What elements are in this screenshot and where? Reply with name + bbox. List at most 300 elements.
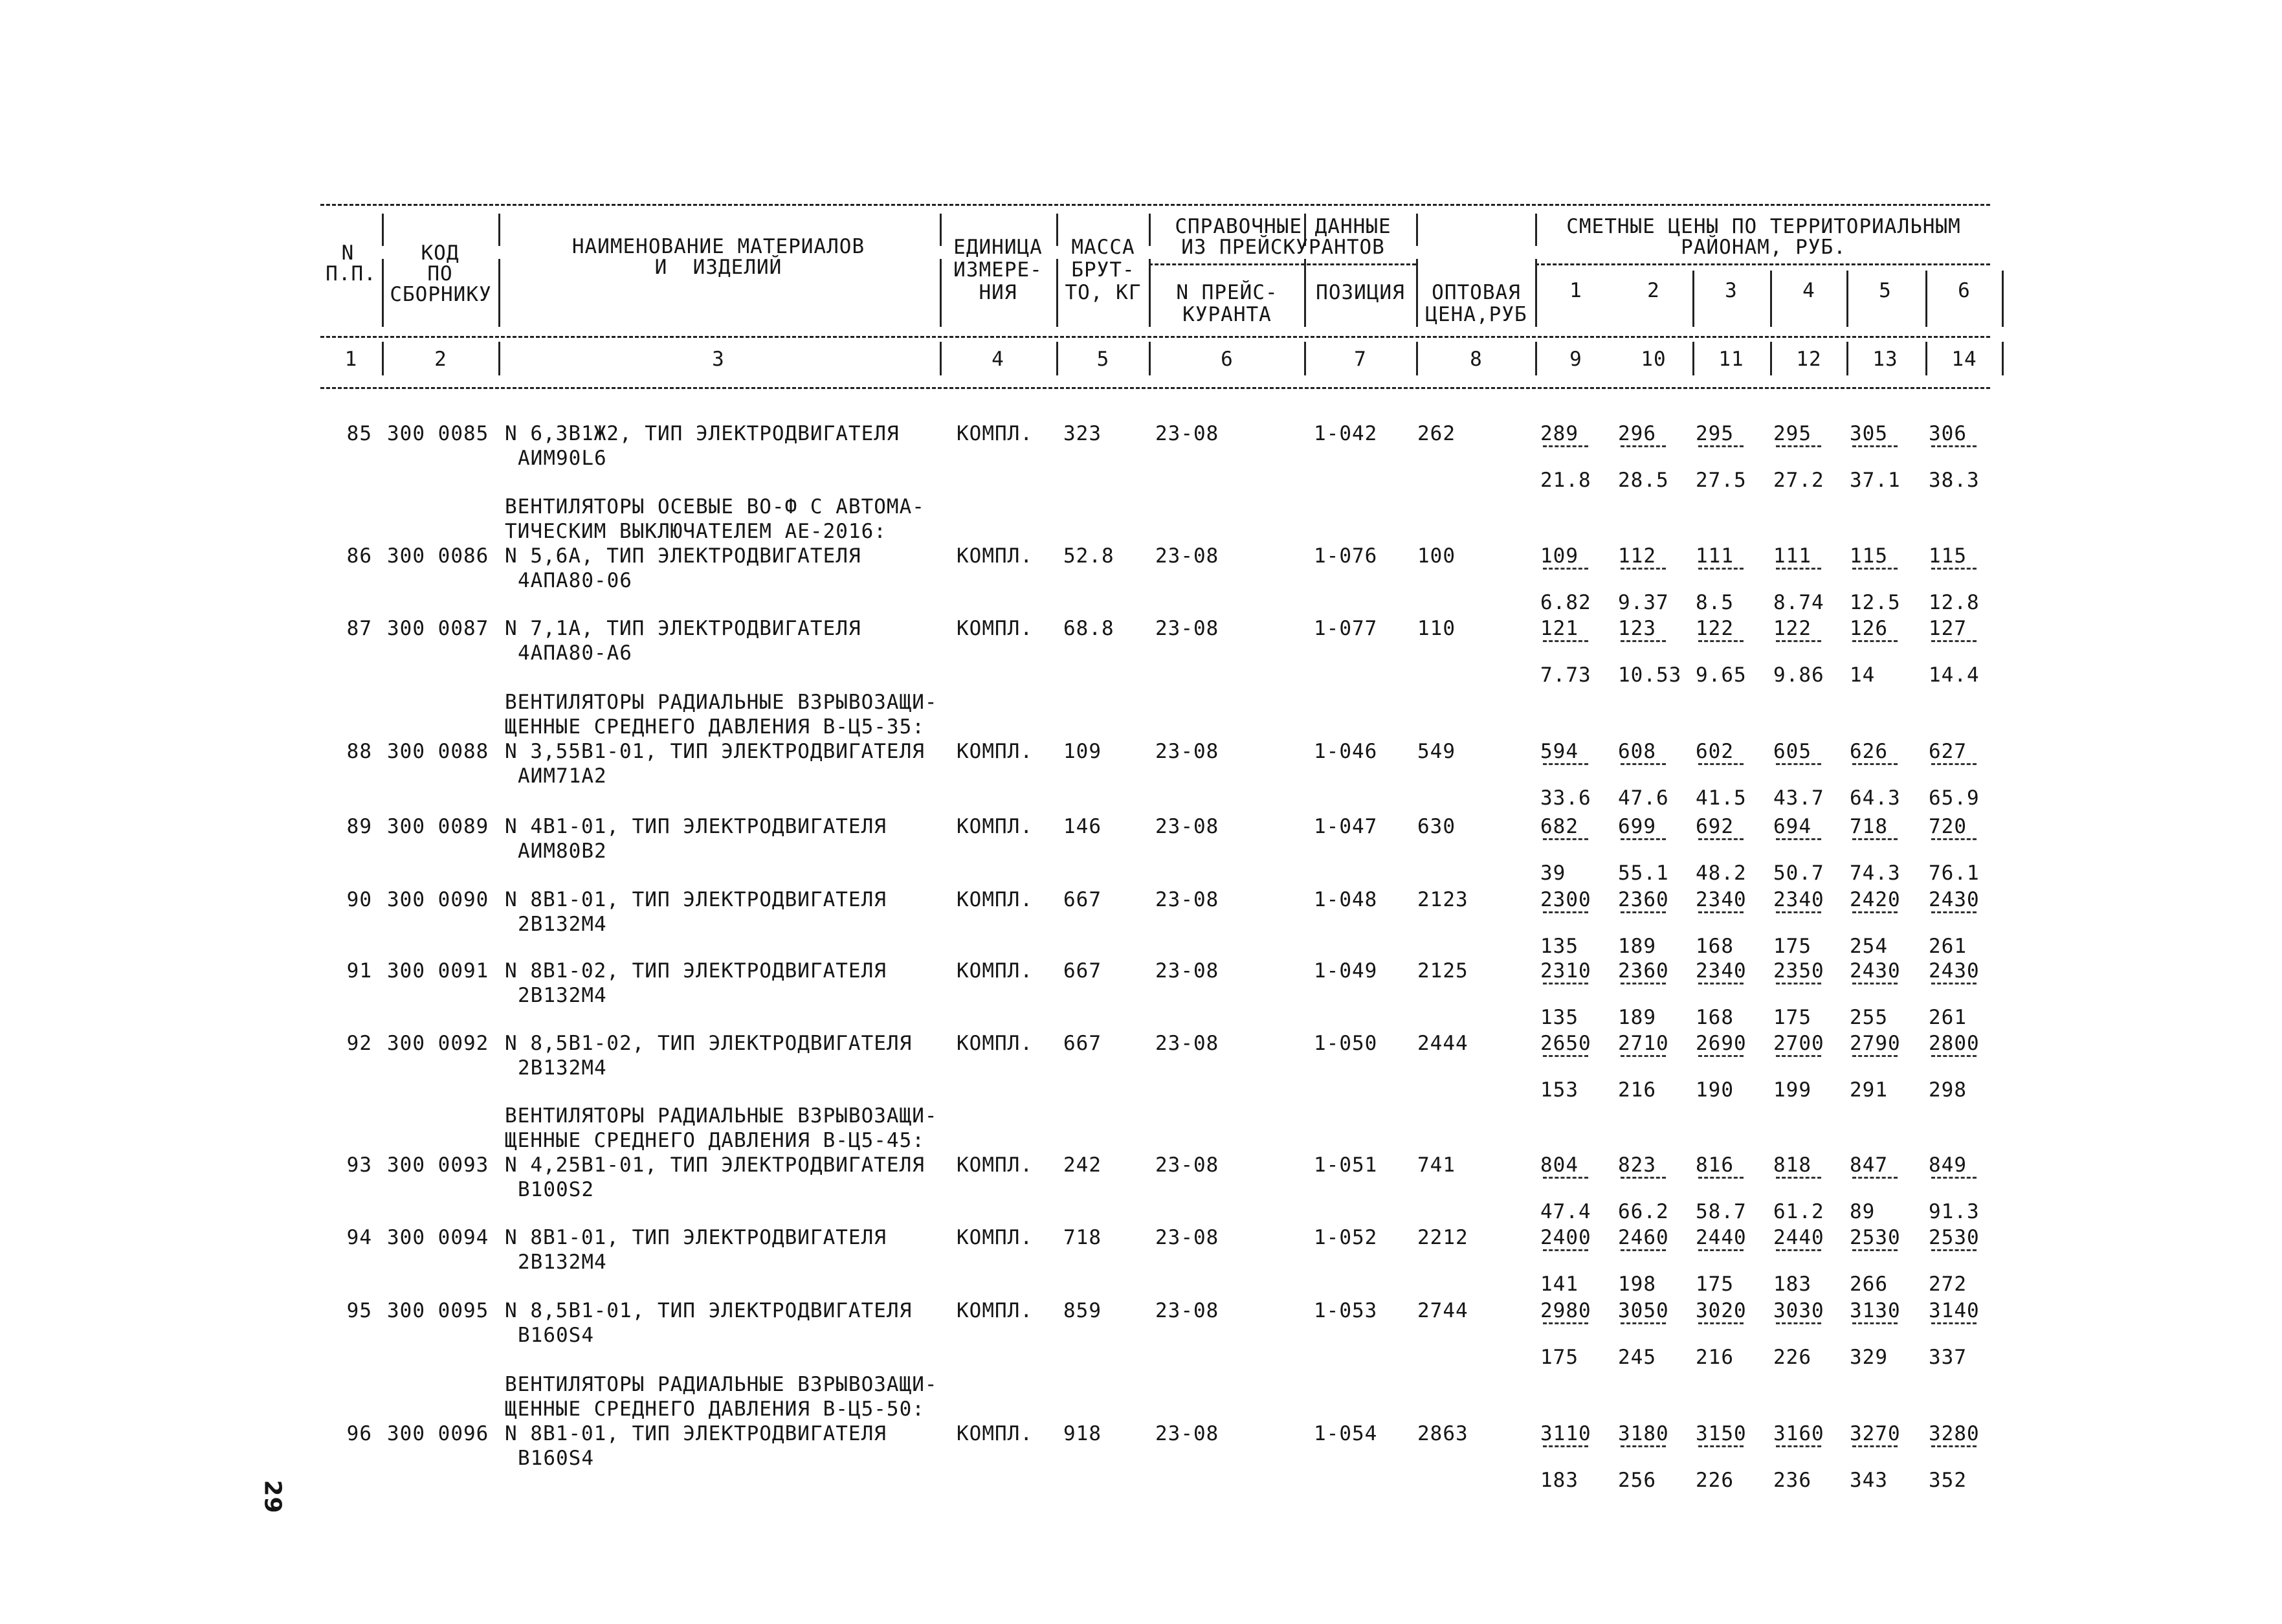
- row-estimate-region-1: 183: [1540, 1469, 1579, 1492]
- row-pricelist: 23-08: [1155, 815, 1219, 838]
- row-code: 300 0088: [387, 740, 489, 763]
- row-estimate-region-6: 337: [1929, 1346, 1967, 1369]
- row-wholesale: 2123: [1417, 888, 1468, 911]
- row-estimate-region-2: 189: [1618, 1006, 1656, 1029]
- row-name-line: ВЕНТИЛЯТОРЫ РАДИАЛЬНЫЕ ВЗРЫВОЗАЩИ-: [505, 1104, 938, 1128]
- row-price-region-4: 3160: [1773, 1422, 1824, 1445]
- row-pricelist: 23-08: [1155, 888, 1219, 911]
- header-divider: [940, 214, 942, 246]
- row-price-divider: [1776, 1249, 1821, 1251]
- row-code: 300 0094: [387, 1226, 489, 1249]
- row-position: 1-048: [1314, 888, 1378, 911]
- row-number: 93: [346, 1153, 372, 1177]
- row-mass: 52.8: [1063, 544, 1114, 568]
- header-divider: [1416, 342, 1418, 375]
- row-price-divider: [1931, 640, 1977, 642]
- row-estimate-region-6: 14.4: [1929, 663, 1980, 687]
- row-number: 90: [346, 888, 372, 911]
- row-name-line: АИМ90L6: [518, 447, 607, 470]
- row-estimate-region-3: 226: [1696, 1469, 1734, 1492]
- row-estimate-region-4: 236: [1773, 1469, 1811, 1492]
- row-estimate-region-1: 47.4: [1540, 1200, 1591, 1223]
- row-estimate-region-2: 256: [1618, 1469, 1656, 1492]
- row-wholesale: 741: [1417, 1153, 1456, 1177]
- row-mass: 68.8: [1063, 617, 1114, 640]
- row-price-region-1: 2400: [1540, 1226, 1591, 1249]
- row-price-divider: [1931, 445, 1977, 447]
- row-price-divider: [1776, 763, 1821, 765]
- row-price-region-5: 2420: [1850, 888, 1901, 911]
- row-price-divider: [1776, 568, 1821, 570]
- row-position: 1-050: [1314, 1032, 1378, 1055]
- column-number-6: 6: [1221, 348, 1234, 371]
- row-price-divider: [1776, 445, 1821, 447]
- row-price-divider: [1698, 1055, 1744, 1057]
- header-divider: [498, 214, 500, 246]
- row-position: 1-054: [1314, 1422, 1378, 1445]
- row-estimate-region-5: 266: [1850, 1273, 1888, 1296]
- row-mass: 667: [1063, 959, 1102, 983]
- header-divider: [1535, 342, 1537, 375]
- row-price-divider: [1931, 911, 1977, 913]
- column-number-9: 9: [1569, 348, 1582, 371]
- row-price-divider: [1543, 1322, 1588, 1324]
- column-number-7: 7: [1354, 348, 1367, 371]
- row-price-region-2: 3050: [1618, 1299, 1669, 1322]
- header-divider: [382, 259, 384, 327]
- header-name-2: И ИЗДЕЛИЙ: [654, 256, 782, 279]
- header-divider: [382, 214, 384, 246]
- row-code: 300 0086: [387, 544, 489, 568]
- row-number: 92: [346, 1032, 372, 1055]
- row-estimate-region-1: 135: [1540, 935, 1579, 958]
- row-estimate-region-4: 199: [1773, 1078, 1811, 1102]
- row-name-line: В100S2: [518, 1178, 594, 1201]
- row-estimate-region-1: 135: [1540, 1006, 1579, 1029]
- row-price-region-1: 109: [1540, 544, 1579, 568]
- row-name-line: ЩЕННЫЕ СРЕДНЕГО ДАВЛЕНИЯ В-Ц5-35:: [505, 715, 925, 739]
- row-pricelist: 23-08: [1155, 617, 1219, 640]
- row-price-region-3: 692: [1696, 815, 1734, 838]
- row-price-region-4: 818: [1773, 1153, 1811, 1177]
- row-name-line: ТИЧЕСКИМ ВЫКЛЮЧАТЕЛЕМ АЕ-2016:: [505, 520, 887, 543]
- row-price-region-2: 823: [1618, 1153, 1656, 1177]
- row-estimate-region-3: 9.65: [1696, 663, 1747, 687]
- row-position: 1-046: [1314, 740, 1378, 763]
- row-price-region-3: 111: [1696, 544, 1734, 568]
- row-price-region-5: 2790: [1850, 1032, 1901, 1055]
- row-estimate-region-1: 6.82: [1540, 591, 1591, 614]
- row-name-line: N 8,5В1-02, ТИП ЭЛЕКТРОДВИГАТЕЛЯ: [505, 1032, 913, 1055]
- row-price-region-5: 626: [1850, 740, 1888, 763]
- row-estimate-region-3: 8.5: [1696, 591, 1734, 614]
- row-estimate-region-1: 7.73: [1540, 663, 1591, 687]
- row-estimate-region-5: 343: [1850, 1469, 1888, 1492]
- row-price-region-4: 122: [1773, 617, 1811, 640]
- region-divider: [1925, 271, 1927, 327]
- row-price-region-4: 2700: [1773, 1032, 1824, 1055]
- row-name-line: N 5,6А, ТИП ЭЛЕКТРОДВИГАТЕЛЯ: [505, 544, 861, 568]
- row-position: 1-049: [1314, 959, 1378, 983]
- row-estimate-region-6: 91.3: [1929, 1200, 1980, 1223]
- row-number: 86: [346, 544, 372, 568]
- row-estimate-region-5: 254: [1850, 935, 1888, 958]
- row-price-divider: [1931, 1177, 1977, 1179]
- row-price-region-4: 605: [1773, 740, 1811, 763]
- row-price-region-2: 112: [1618, 544, 1656, 568]
- row-price-region-6: 2530: [1929, 1226, 1980, 1249]
- row-estimate-region-6: 65.9: [1929, 786, 1980, 810]
- row-estimate-region-3: 216: [1696, 1346, 1734, 1369]
- row-price-divider: [1698, 445, 1744, 447]
- row-price-divider: [1621, 1322, 1666, 1324]
- row-price-region-4: 2440: [1773, 1226, 1824, 1249]
- row-wholesale: 110: [1417, 617, 1456, 640]
- header-divider: [1416, 214, 1418, 246]
- row-mass: 323: [1063, 422, 1102, 445]
- row-name-line: 2В132М4: [518, 913, 607, 936]
- column-number-11: 11: [1718, 348, 1744, 371]
- row-price-region-3: 122: [1696, 617, 1734, 640]
- row-name-line: N 4В1-01, ТИП ЭЛЕКТРОДВИГАТЕЛЯ: [505, 815, 887, 838]
- row-estimate-region-4: 175: [1773, 935, 1811, 958]
- row-number: 96: [346, 1422, 372, 1445]
- row-price-region-1: 2300: [1540, 888, 1591, 911]
- row-mass: 918: [1063, 1422, 1102, 1445]
- row-estimate-region-3: 41.5: [1696, 786, 1747, 810]
- row-price-region-2: 296: [1618, 422, 1656, 445]
- row-unit: КОМПЛ.: [957, 888, 1033, 911]
- row-price-region-4: 694: [1773, 815, 1811, 838]
- row-price-divider: [1621, 1055, 1666, 1057]
- row-unit: КОМПЛ.: [957, 422, 1033, 445]
- row-estimate-region-6: 261: [1929, 1006, 1967, 1029]
- row-unit: КОМПЛ.: [957, 740, 1033, 763]
- header-price-group: СМЕТНЫЕ ЦЕНЫ ПО ТЕРРИТОРИАЛЬНЫМ: [1566, 215, 1961, 238]
- header-n-pp: П.П.: [326, 262, 377, 285]
- row-name-line: N 7,1А, ТИП ЭЛЕКТРОДВИГАТЕЛЯ: [505, 617, 861, 640]
- header-price-group-2: РАЙОНАМ, РУБ.: [1681, 236, 1846, 259]
- row-estimate-region-5: 291: [1850, 1078, 1888, 1102]
- header-mass-2: БРУТ-: [1071, 258, 1135, 282]
- row-name-line: N 8В1-01, ТИП ЭЛЕКТРОДВИГАТЕЛЯ: [505, 888, 887, 911]
- row-estimate-region-1: 153: [1540, 1078, 1579, 1102]
- header-divider: [498, 259, 500, 327]
- row-price-region-5: 847: [1850, 1153, 1888, 1177]
- header-colnum-rule: [320, 336, 1990, 338]
- row-wholesale: 100: [1417, 544, 1456, 568]
- header-bottom-rule: [320, 387, 1990, 389]
- row-price-divider: [1543, 640, 1588, 642]
- row-price-divider: [1543, 983, 1588, 984]
- row-price-region-2: 699: [1618, 815, 1656, 838]
- region-divider: [1925, 342, 1927, 375]
- row-estimate-region-5: 89: [1850, 1200, 1876, 1223]
- header-region-5: 5: [1879, 279, 1892, 302]
- row-price-region-4: 2350: [1773, 959, 1824, 983]
- row-price-divider: [1543, 763, 1588, 765]
- column-number-5: 5: [1096, 348, 1110, 371]
- header-ref-group: СПРАВОЧНЫЕ ДАННЫЕ: [1175, 215, 1391, 238]
- row-code: 300 0091: [387, 959, 489, 983]
- row-estimate-region-2: 9.37: [1618, 591, 1669, 614]
- row-number: 88: [346, 740, 372, 763]
- row-price-divider: [1543, 1177, 1588, 1179]
- row-price-divider: [1852, 568, 1898, 570]
- row-pricelist: 23-08: [1155, 1032, 1219, 1055]
- row-unit: КОМПЛ.: [957, 1153, 1033, 1177]
- row-mass: 667: [1063, 1032, 1102, 1055]
- page-number: 29: [259, 1480, 286, 1514]
- row-price-region-3: 2340: [1696, 888, 1747, 911]
- header-divider: [1056, 214, 1058, 246]
- row-estimate-region-5: 37.1: [1850, 469, 1901, 492]
- row-estimate-region-6: 261: [1929, 935, 1967, 958]
- header-divider: [382, 342, 384, 375]
- row-price-divider: [1543, 568, 1588, 570]
- row-price-region-3: 2340: [1696, 959, 1747, 983]
- header-code-sbor: СБОРНИКУ: [390, 283, 492, 306]
- row-name-line: 2В132М4: [518, 1251, 607, 1274]
- row-price-region-6: 127: [1929, 617, 1967, 640]
- row-price-divider: [1931, 1322, 1977, 1324]
- row-estimate-region-5: 74.3: [1850, 862, 1901, 885]
- row-price-divider: [1543, 911, 1588, 913]
- row-price-divider: [1776, 640, 1821, 642]
- row-price-divider: [1698, 1322, 1744, 1324]
- row-estimate-region-4: 43.7: [1773, 786, 1824, 810]
- row-price-divider: [1776, 1055, 1821, 1057]
- row-code: 300 0089: [387, 815, 489, 838]
- row-price-region-1: 2980: [1540, 1299, 1591, 1322]
- row-name-line: ВЕНТИЛЯТОРЫ РАДИАЛЬНЫЕ ВЗРЫВОЗАЩИ-: [505, 691, 938, 714]
- column-number-8: 8: [1470, 348, 1483, 371]
- row-price-region-6: 3280: [1929, 1422, 1980, 1445]
- header-divider: [1535, 214, 1537, 246]
- header-pricelist: N ПРЕЙС-: [1176, 281, 1278, 304]
- row-unit: КОМПЛ.: [957, 959, 1033, 983]
- header-region-1: 1: [1569, 279, 1582, 302]
- row-price-region-6: 627: [1929, 740, 1967, 763]
- row-price-region-3: 602: [1696, 740, 1734, 763]
- row-unit: КОМПЛ.: [957, 617, 1033, 640]
- row-estimate-region-4: 175: [1773, 1006, 1811, 1029]
- row-price-divider: [1852, 445, 1898, 447]
- row-price-divider: [1621, 445, 1666, 447]
- header-unit: ЕДИНИЦА: [953, 236, 1043, 259]
- row-name-line: ВЕНТИЛЯТОРЫ РАДИАЛЬНЫЕ ВЗРЫВОЗАЩИ-: [505, 1373, 938, 1396]
- header-region-3: 3: [1725, 279, 1738, 302]
- header-n: N: [341, 241, 355, 265]
- row-mass: 109: [1063, 740, 1102, 763]
- row-price-divider: [1621, 640, 1666, 642]
- row-name-line: 4АПА80-06: [518, 569, 632, 592]
- row-price-divider: [1621, 1177, 1666, 1179]
- row-pricelist: 23-08: [1155, 1153, 1219, 1177]
- region-divider: [2002, 271, 2004, 327]
- row-code: 300 0087: [387, 617, 489, 640]
- header-code: КОД: [421, 241, 460, 265]
- row-estimate-region-5: 329: [1850, 1346, 1888, 1369]
- row-name-line: N 3,55В1-01, ТИП ЭЛЕКТРОДВИГАТЕЛЯ: [505, 740, 925, 763]
- row-name-line: 2В132М4: [518, 984, 607, 1007]
- row-name-line: N 4,25В1-01, ТИП ЭЛЕКТРОДВИГАТЕЛЯ: [505, 1153, 925, 1177]
- row-wholesale: 2212: [1417, 1226, 1468, 1249]
- row-price-divider: [1543, 1055, 1588, 1057]
- row-position: 1-076: [1314, 544, 1378, 568]
- row-price-region-5: 2530: [1850, 1226, 1901, 1249]
- row-estimate-region-3: 190: [1696, 1078, 1734, 1102]
- header-top-rule: [320, 204, 1990, 206]
- header-wholesale-2: ЦЕНА,РУБ: [1425, 303, 1527, 326]
- header-wholesale: ОПТОВАЯ: [1432, 281, 1521, 304]
- row-estimate-region-3: 168: [1696, 1006, 1734, 1029]
- row-price-divider: [1931, 1445, 1977, 1447]
- row-estimate-region-6: 352: [1929, 1469, 1967, 1492]
- row-price-region-5: 718: [1850, 815, 1888, 838]
- region-divider: [1846, 271, 1848, 327]
- row-price-region-5: 305: [1850, 422, 1888, 445]
- row-estimate-region-6: 298: [1929, 1078, 1967, 1102]
- row-estimate-region-5: 14: [1850, 663, 1876, 687]
- row-price-divider: [1776, 1445, 1821, 1447]
- row-price-region-1: 2650: [1540, 1032, 1591, 1055]
- row-price-region-6: 115: [1929, 544, 1967, 568]
- row-pricelist: 23-08: [1155, 1299, 1219, 1322]
- row-price-divider: [1852, 1322, 1898, 1324]
- header-divider: [1056, 259, 1058, 327]
- row-price-region-2: 2710: [1618, 1032, 1669, 1055]
- row-code: 300 0090: [387, 888, 489, 911]
- row-price-divider: [1698, 568, 1744, 570]
- row-unit: КОМПЛ.: [957, 1422, 1033, 1445]
- row-estimate-region-1: 21.8: [1540, 469, 1591, 492]
- row-price-divider: [1852, 763, 1898, 765]
- header-region-2: 2: [1647, 279, 1660, 302]
- row-position: 1-077: [1314, 617, 1378, 640]
- row-price-region-1: 121: [1540, 617, 1579, 640]
- column-number-12: 12: [1796, 348, 1822, 371]
- row-estimate-region-2: 47.6: [1618, 786, 1669, 810]
- row-number: 95: [346, 1299, 372, 1322]
- ref-group-rule: [1149, 263, 1416, 265]
- row-price-region-6: 3140: [1929, 1299, 1980, 1322]
- row-wholesale: 2444: [1417, 1032, 1468, 1055]
- row-price-divider: [1776, 911, 1821, 913]
- row-price-region-2: 608: [1618, 740, 1656, 763]
- header-divider: [1416, 259, 1418, 327]
- region-divider: [1692, 271, 1694, 327]
- row-price-divider: [1852, 1177, 1898, 1179]
- row-price-region-3: 295: [1696, 422, 1734, 445]
- row-price-divider: [1543, 1445, 1588, 1447]
- column-number-2: 2: [434, 348, 447, 371]
- row-price-divider: [1776, 983, 1821, 984]
- row-estimate-region-2: 216: [1618, 1078, 1656, 1102]
- row-wholesale: 549: [1417, 740, 1456, 763]
- row-price-region-1: 804: [1540, 1153, 1579, 1177]
- row-estimate-region-1: 141: [1540, 1273, 1579, 1296]
- row-price-region-5: 115: [1850, 544, 1888, 568]
- row-code: 300 0095: [387, 1299, 489, 1322]
- row-number: 94: [346, 1226, 372, 1249]
- column-number-1: 1: [344, 348, 358, 371]
- row-name-line: 4АПА80-А6: [518, 641, 632, 665]
- row-estimate-region-2: 198: [1618, 1273, 1656, 1296]
- column-number-3: 3: [712, 348, 725, 371]
- row-price-divider: [1543, 445, 1588, 447]
- row-unit: КОМПЛ.: [957, 544, 1033, 568]
- row-estimate-region-4: 183: [1773, 1273, 1811, 1296]
- row-estimate-region-5: 64.3: [1850, 786, 1901, 810]
- row-price-divider: [1776, 1177, 1821, 1179]
- row-price-divider: [1621, 983, 1666, 984]
- row-price-region-6: 2430: [1929, 888, 1980, 911]
- row-price-region-5: 126: [1850, 617, 1888, 640]
- row-estimate-region-3: 175: [1696, 1273, 1734, 1296]
- row-estimate-region-3: 168: [1696, 935, 1734, 958]
- row-price-region-3: 816: [1696, 1153, 1734, 1177]
- row-name-line: В160S4: [518, 1324, 594, 1347]
- region-divider: [1692, 342, 1694, 375]
- row-price-divider: [1621, 763, 1666, 765]
- header-pricelist-2: КУРАНТА: [1182, 303, 1272, 326]
- row-name-line: N 8В1-02, ТИП ЭЛЕКТРОДВИГАТЕЛЯ: [505, 959, 887, 983]
- row-wholesale: 262: [1417, 422, 1456, 445]
- row-wholesale: 2125: [1417, 959, 1468, 983]
- row-estimate-region-2: 28.5: [1618, 469, 1669, 492]
- row-price-divider: [1852, 911, 1898, 913]
- header-divider: [1149, 342, 1151, 375]
- row-name-line: N 8В1-01, ТИП ЭЛЕКТРОДВИГАТЕЛЯ: [505, 1422, 887, 1445]
- row-estimate-region-4: 9.86: [1773, 663, 1824, 687]
- header-position: ПОЗИЦИЯ: [1316, 281, 1405, 304]
- region-divider: [1770, 271, 1772, 327]
- row-pricelist: 23-08: [1155, 740, 1219, 763]
- row-price-region-3: 3150: [1696, 1422, 1747, 1445]
- row-estimate-region-1: 175: [1540, 1346, 1579, 1369]
- row-price-divider: [1621, 838, 1666, 840]
- row-price-region-6: 306: [1929, 422, 1967, 445]
- header-unit-2: ИЗМЕРЕ-: [953, 258, 1043, 282]
- row-name-line: ЩЕННЫЕ СРЕДНЕГО ДАВЛЕНИЯ В-Ц5-50:: [505, 1397, 925, 1421]
- row-pricelist: 23-08: [1155, 1226, 1219, 1249]
- price-group-rule: [1535, 263, 1990, 265]
- header-region-6: 6: [1958, 279, 1971, 302]
- row-price-region-3: 3020: [1696, 1299, 1747, 1322]
- row-mass: 718: [1063, 1226, 1102, 1249]
- header-divider: [1535, 259, 1537, 327]
- header-divider: [940, 342, 942, 375]
- row-position: 1-042: [1314, 422, 1378, 445]
- region-divider: [1770, 342, 1772, 375]
- header-name: НАИМЕНОВАНИЕ МАТЕРИАЛОВ: [571, 235, 865, 258]
- row-position: 1-052: [1314, 1226, 1378, 1249]
- row-unit: КОМПЛ.: [957, 1299, 1033, 1322]
- row-position: 1-047: [1314, 815, 1378, 838]
- header-divider: [1056, 342, 1058, 375]
- column-number-13: 13: [1872, 348, 1898, 371]
- row-name-line: 2В132М4: [518, 1056, 607, 1080]
- row-code: 300 0093: [387, 1153, 489, 1177]
- row-mass: 859: [1063, 1299, 1102, 1322]
- header-region-4: 4: [1802, 279, 1815, 302]
- row-price-region-1: 682: [1540, 815, 1579, 838]
- row-code: 300 0096: [387, 1422, 489, 1445]
- row-number: 89: [346, 815, 372, 838]
- row-pricelist: 23-08: [1155, 422, 1219, 445]
- row-estimate-region-3: 58.7: [1696, 1200, 1747, 1223]
